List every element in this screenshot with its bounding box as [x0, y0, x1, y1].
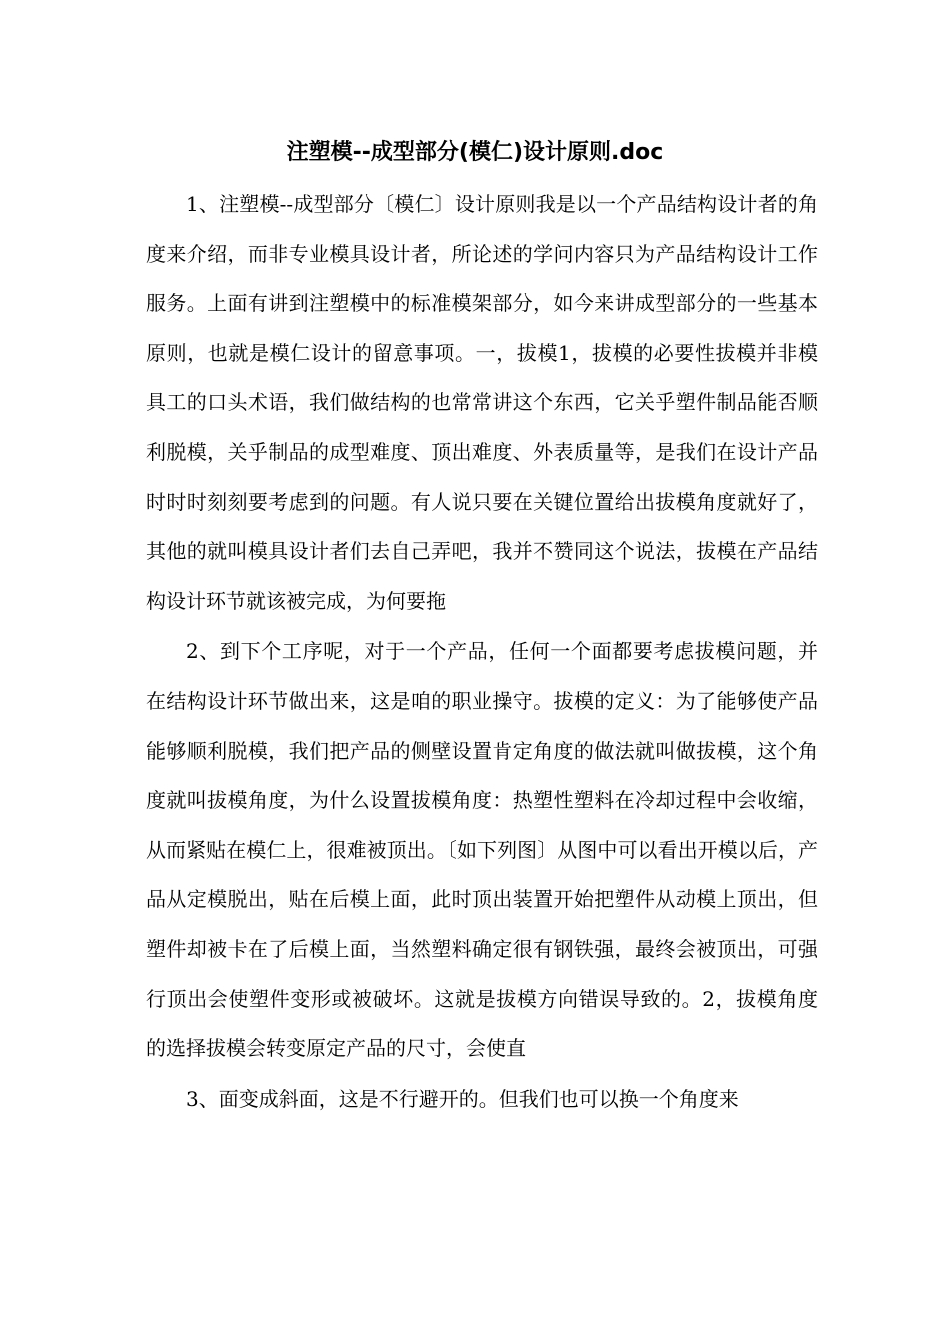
paragraph-1: 1、注塑模--成型部分〔模仁〕设计原则我是以一个产品结构设计者的角度来介绍，而非专业模具设计者，所论述的学问内容只为产品结构设计工作服务。上面有讲到注塑模中的标准模架部分，如今来讲成型部分的一些基本原则，也就是模仁设计的留意事项。一，拔模1，拔模的必要性拔模并非模具工的口头术语，我们做结构的也常常讲这个东西，它关乎塑件制品能否顺利脱模，关乎制品的成型难度、顶出难度、外表质量等，是我们在设计产品时时时刻刻要考虑到的问题。有人说只要在关键位置给出拔模角度就好了，其他的就叫模具设计者们去自己弄吧，我并不赞同这个说法，拔模在产品结构设计环节就该被完成，为何要拖: [146, 192, 818, 613]
document-body: [146, 180, 818, 1125]
paragraph-2: 2、到下个工序呢，对于一个产品，任何一个面都要考虑拔模问题，并在结构设计环节做出来，这是咱的职业操守。拔模的定义：为了能够使产品能够顺利脱模，我们把产品的侧壁设置肯定角度的做法就叫做拔模，这个角度就叫拔模角度，为什么设置拔模角度：热塑性塑料在冷却过程中会收缩，从而紧贴在模仁上，很难被顶出。〔如下列图〕从图中可以看出开模以后，产品从定模脱出，贴在后模上面，此时顶出装置开始把塑件从动模上顶出，但塑件却被卡在了后模上面，当然塑料确定很有钢铁强，最终会被顶出，可强行顶出会使塑件变形或被破坏。这就是拔模方向错误导致的。2，拔模角度的选择拔模会转变原定产品的尺寸，会使直: [146, 639, 818, 1061]
document-title: 注塑模--成型部分(模仁)设计原则.doc: [286, 140, 664, 165]
paragraph-3: 3、面变成斜面，这是不行避开的。但我们也可以换一个角度来: [186, 1086, 739, 1111]
